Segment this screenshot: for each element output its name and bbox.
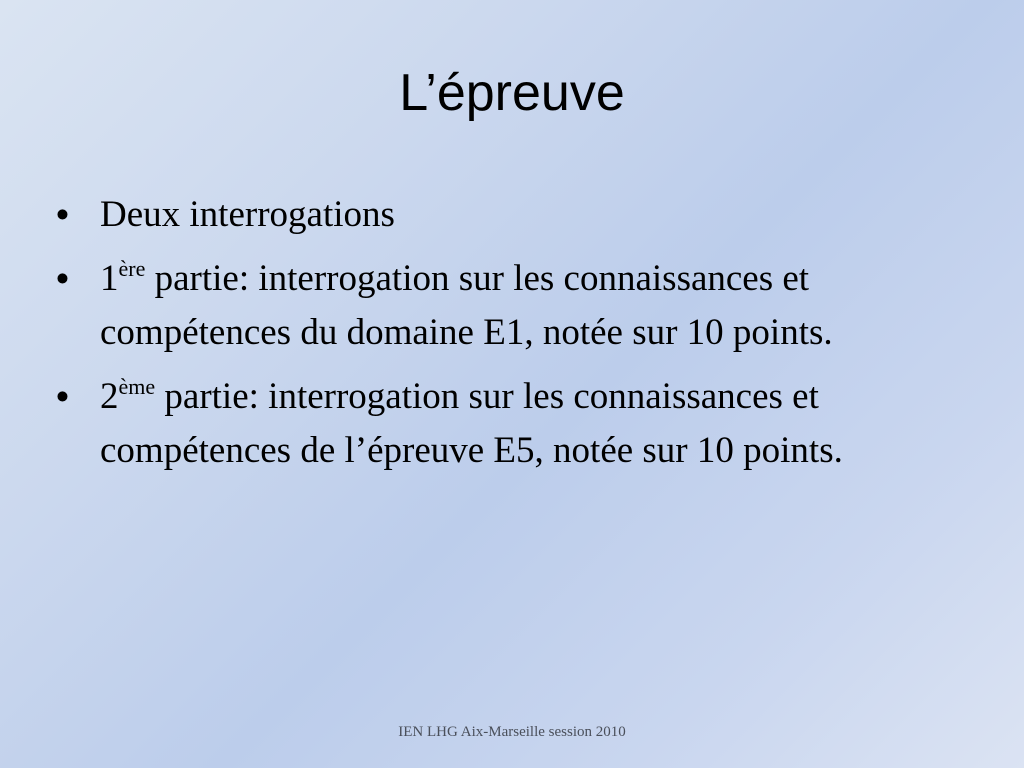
bullet-number: 1 <box>100 258 119 299</box>
bullet-item-deuxieme-partie <box>56 370 966 478</box>
bullet-item-deux-interrogations <box>56 188 966 242</box>
bullet-dot-icon: • <box>56 376 69 417</box>
ordinal-superscript: ère <box>118 256 146 281</box>
slide-title: L’épreuve <box>399 64 625 122</box>
bullet-item-premiere-partie <box>56 252 966 360</box>
bullet-dot-icon: • <box>56 258 69 299</box>
bullet-text: Deux interrogations <box>100 194 395 235</box>
bullet-dot-icon: • <box>56 194 69 235</box>
bullet-text: partie: interrogation sur les connaissances et compétences de l’épreuve E5, notée sur 10 points. <box>100 376 843 471</box>
bullet-list <box>56 188 966 488</box>
ordinal-superscript: ème <box>118 374 156 399</box>
bullet-text: partie: interrogation sur les connaissances et compétences du domaine E1, notée sur 10 points. <box>100 258 833 353</box>
bullet-number: 2 <box>100 376 119 417</box>
slide-footer: IEN LHG Aix-Marseille session 2010 <box>398 724 626 740</box>
